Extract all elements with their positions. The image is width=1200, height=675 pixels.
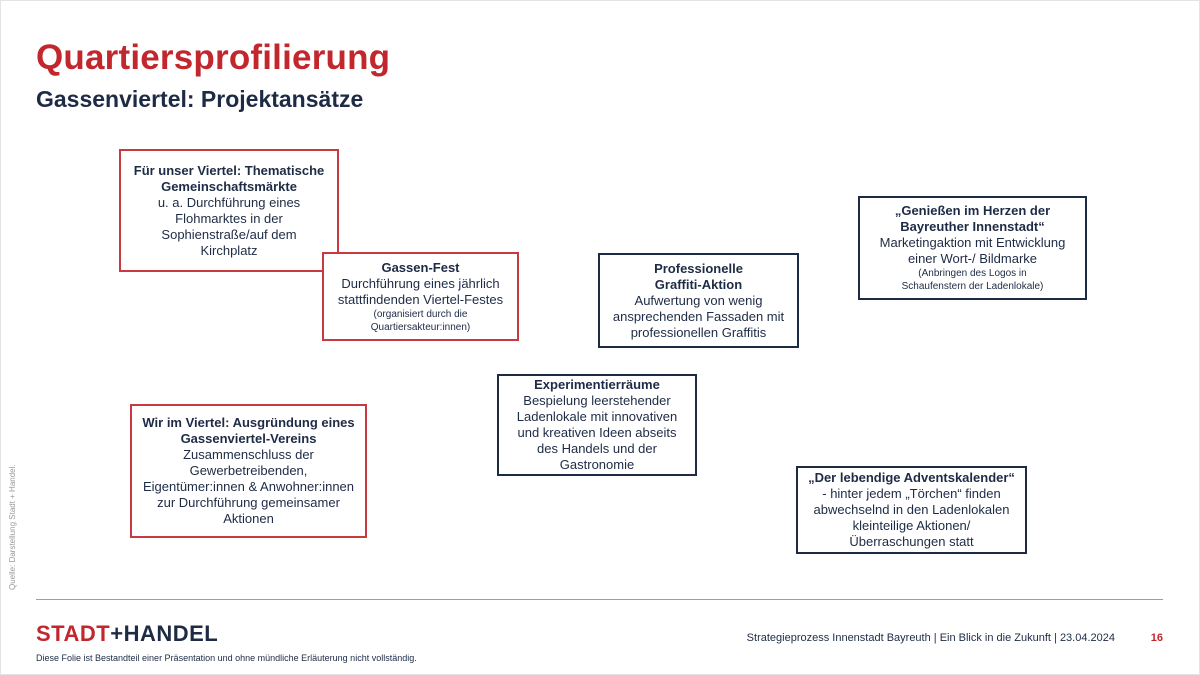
box-text: Durchführung eines jährlich: [341, 275, 500, 291]
box-text: einer Wort-/ Bildmarke: [907, 251, 1038, 266]
box-text: kleinteilige Aktionen/: [852, 518, 971, 533]
box-text: des Handels und der: [537, 441, 657, 456]
box-title: Professionelle: [654, 260, 743, 276]
box-title: Gassen-Fest: [381, 259, 460, 275]
box-adventskalender: [796, 466, 1027, 554]
box-graffiti-aktion: [598, 253, 799, 348]
page-number: 16: [1150, 632, 1163, 644]
slide-title: Quartiersprofilierung: [36, 38, 391, 77]
box-note: (organisiert durch die: [373, 308, 468, 320]
logo-handel: HANDEL: [123, 621, 219, 646]
box-experimentierraeume: [497, 374, 697, 476]
box-title: „Genießen im Herzen der: [894, 203, 1051, 218]
box-note: Quartiersakteur:innen): [370, 321, 471, 333]
box-title: Gemeinschaftsmärkte: [161, 178, 297, 194]
box-note: Schaufenstern der Ladenlokale): [901, 281, 1044, 292]
box-title: Experimentierräume: [534, 377, 660, 392]
box-title: Graffiti-Aktion: [654, 276, 743, 292]
box-title: „Der lebendige Adventskalender“: [808, 470, 1015, 485]
box-title: Wir im Viertel: Ausgründung eines: [142, 415, 355, 430]
box-text: Ladenlokale mit innovativen: [516, 409, 678, 424]
box-text: - hinter jedem „Törchen“ finden: [822, 486, 1001, 501]
logo-plus: +: [110, 621, 124, 646]
box-text: Marketingaktion mit Entwicklung: [879, 235, 1066, 250]
box-text: Aufwertung von wenig: [634, 292, 763, 308]
box-text: Eigentümer:innen & Anwohner:innen: [142, 479, 355, 494]
box-text: abwechselnd in den Ladenlokalen: [813, 502, 1010, 517]
source-note: Quelle: Darstellung Stadt + Handel.: [8, 464, 17, 590]
box-text: Zusammenschluss der: [183, 447, 314, 462]
box-title: Bayreuther Innenstadt“: [900, 219, 1045, 234]
stadt-handel-logo: [36, 621, 218, 647]
box-text: Flohmarktes in der: [175, 210, 283, 226]
box-text: und kreativen Ideen abseits: [517, 425, 677, 440]
box-geniessen-innenstadt: [858, 196, 1087, 300]
box-text: Sophienstraße/auf dem: [161, 226, 297, 242]
box-text: Aktionen: [223, 511, 274, 526]
box-text: professionellen Graffitis: [630, 324, 767, 340]
box-text: Kirchplatz: [200, 242, 258, 258]
logo-stadt: STADT: [36, 621, 111, 646]
box-gassen-fest: [322, 252, 519, 341]
box-text: Gastronomie: [559, 457, 635, 472]
box-title: Gassenviertel-Vereins: [180, 431, 317, 446]
box-text: Gewerbetreibenden,: [189, 463, 308, 478]
footer-divider: [36, 599, 1163, 600]
box-title: Für unser Viertel: Thematische: [133, 162, 325, 178]
box-text: Bespielung leerstehender: [523, 393, 671, 408]
box-text: u. a. Durchführung eines: [157, 194, 301, 210]
box-text: ansprechenden Fassaden mit: [612, 308, 785, 324]
slide-subtitle: Gassenviertel: Projektansätze: [36, 86, 364, 112]
box-gemeinschaftsmaerkte: [119, 149, 339, 272]
footer-presentation-info: Strategieprozess Innenstadt Bayreuth | Ein Blick in die Zukunft | 23.04.2024: [746, 632, 1115, 644]
box-text: stattfindenden Viertel-Festes: [337, 291, 504, 307]
footer-disclaimer: Diese Folie ist Bestandteil einer Präsentation und ohne mündliche Erläuterung nicht vollständig.: [36, 653, 417, 663]
box-text: zur Durchführung gemeinsamer: [157, 495, 340, 510]
box-gassenviertel-verein: [130, 404, 367, 538]
box-note: (Anbringen des Logos in: [918, 268, 1027, 279]
box-text: Überraschungen statt: [849, 534, 974, 549]
